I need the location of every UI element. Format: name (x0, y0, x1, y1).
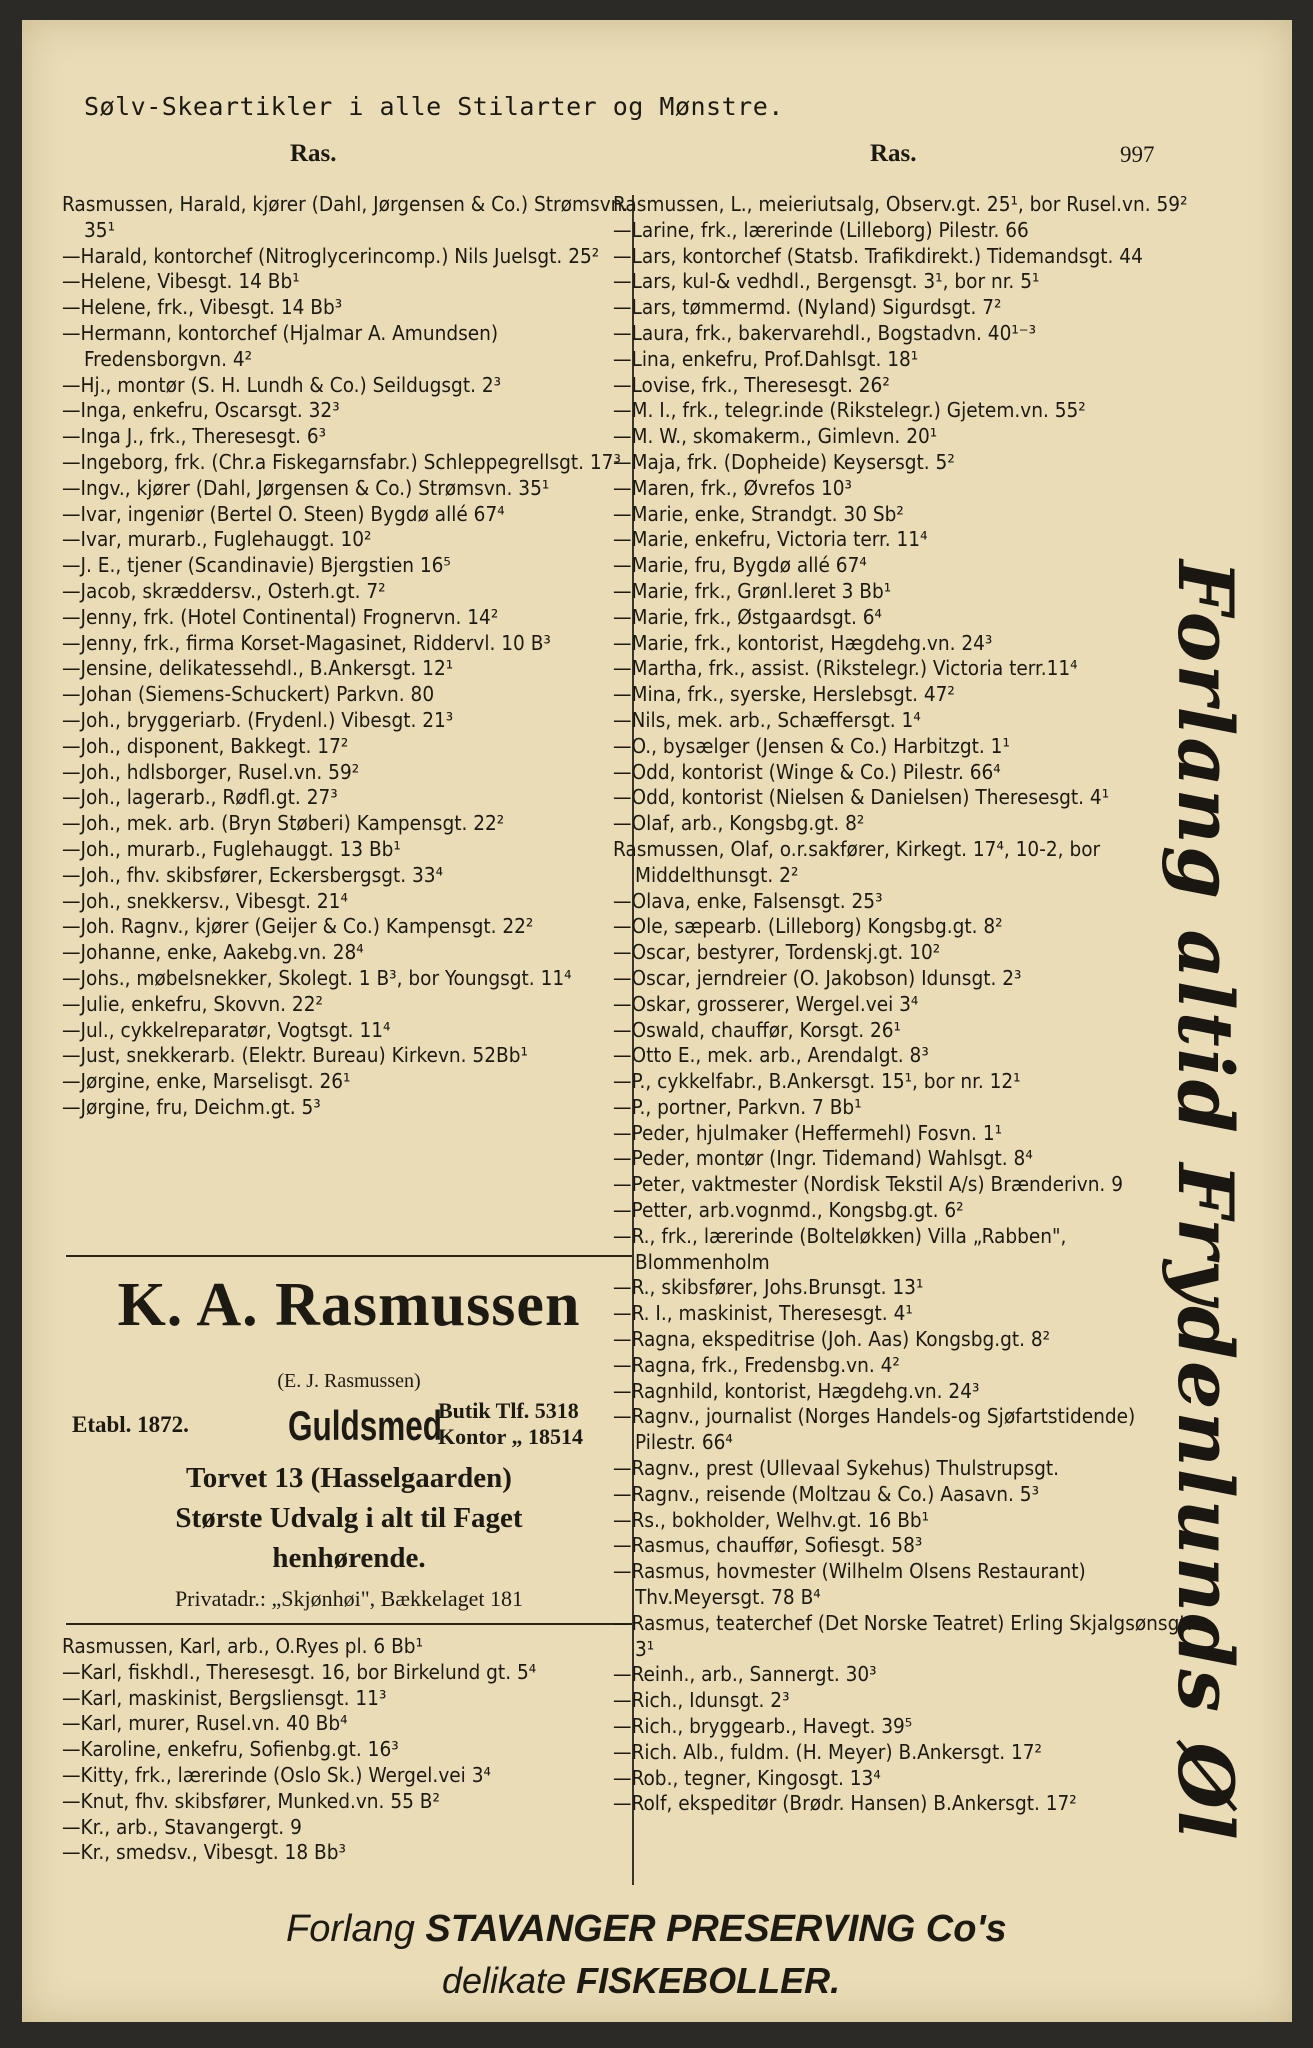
directory-entry: —Ragnv., journalist (Norges Handels-og Sjøfartstidende) Pilestr. 66⁴ (613, 1404, 1136, 1455)
directory-entry: —Nils, mek. arb., Schæffersgt. 1⁴ (613, 707, 921, 732)
directory-entry: —Kr., arb., Stavangergt. 9 (62, 1814, 302, 1839)
directory-entry: Rasmussen, L., meieriutsalg, Observ.gt. 25¹, bor Rusel.vn. 59² (613, 192, 1188, 216)
directory-entry: —M. W., skomakerm., Gimlevn. 20¹ (613, 424, 938, 449)
advert-private-address: Privatadr.: „Skjønhøi", Bækkelaget 181 (174, 1586, 524, 1611)
directory-entry: —Joh., fhv. skibsfører, Eckersbergsgt. 33⁴ (62, 862, 444, 887)
vertical-advert: Forlang altid Frydenlunds Øl (1161, 560, 1250, 1842)
directory-entry: —Laura, frk., bakervarehdl., Bogstadvn. 40¹⁻³ (613, 320, 1036, 345)
directory-entry: —Oscar, jerndreier (O. Jakobson) Idunsgt. 2³ (613, 965, 1022, 990)
advert-rule-top (66, 1255, 632, 1257)
directory-entry: —Joh., mek. arb. (Bryn Støberi) Kampensgt. 22² (62, 811, 505, 836)
advert-address: Torvet 13 (Hasselgaarden) (186, 1462, 512, 1494)
page-number: 997 (1120, 142, 1155, 167)
directory-entry: —Ragna, ekspeditrise (Joh. Aas) Kongsbg.gt. 8² (613, 1327, 1051, 1352)
directory-entry: —Hermann, kontorchef (Hjalmar A. Amundsen) Fredensborgvn. 4² (62, 320, 499, 371)
directory-entry: —Maren, frk., Øvrefos 10³ (613, 475, 852, 500)
directory-entry: —Karl, maskinist, Bergsliensgt. 11³ (62, 1685, 387, 1710)
directory-entry: —Karl, fiskhdl., Theresesgt. 16, bor Birkelund gt. 5⁴ (62, 1659, 537, 1684)
directory-entry: —Oscar, bestyrer, Tordenskj.gt. 10² (613, 940, 941, 965)
advert-slogan-line2: henhørende. (272, 1542, 426, 1574)
directory-entry: —R., frk., lærerinde (Bolteløkken) Villa „Rabben", Blommenholm (613, 1223, 1067, 1274)
directory-entry: —Rs., bokholder, Welhv.gt. 16 Bb¹ (613, 1507, 930, 1532)
directory-entry: —Marie, frk., Østgaardsgt. 6⁴ (613, 604, 882, 629)
directory-entry: —Ivar, ingeniør (Bertel O. Steen) Bygdø allé 67⁴ (62, 501, 505, 526)
right-column (613, 192, 1193, 1817)
directory-entry: —Joh., snekkersv., Vibesgt. 21⁴ (62, 888, 348, 913)
directory-entry: —Rasmus, teaterchef (Det Norske Teatret) Erling Skjalgsønsgt. 3¹ (613, 1610, 1193, 1661)
directory-entry: —Ivar, murarb., Fuglehauggt. 10² (62, 527, 372, 552)
directory-entry: —Helene, Vibesgt. 14 Bb¹ (62, 269, 300, 294)
footer-line2-prefix: delikate (442, 1960, 567, 2001)
directory-entry: —Martha, frk., assist. (Rikstelegr.) Victoria terr.11⁴ (613, 656, 1078, 681)
directory-entry: —Ingv., kjører (Dahl, Jørgensen & Co.) Strømsvn. 35¹ (62, 475, 550, 500)
directory-entry: —Peder, hjulmaker (Heffermehl) Fosvn. 1¹ (613, 1120, 1003, 1145)
left-bottom-column (62, 1634, 632, 1866)
directory-entry: —Rolf, ekspeditør (Brødr. Hansen) B.Ankersgt. 17² (613, 1791, 1077, 1816)
directory-entry: Rasmussen, Karl, arb., O.Ryes pl. 6 Bb¹ (62, 1634, 423, 1658)
directory-entry: —Joh. Ragnv., kjører (Geijer & Co.) Kampensgt. 22² (62, 914, 534, 939)
directory-entry: —Joh., bryggeriarb. (Frydenl.) Vibesgt. 21³ (62, 707, 454, 732)
directory-entry: —Odd, kontorist (Nielsen & Danielsen) Theresesgt. 4¹ (613, 785, 1110, 810)
directory-entry: —Ragnv., prest (Ullevaal Sykehus) Thulstrupsgt. (613, 1456, 1060, 1481)
advert-subtitle: (E. J. Rasmussen) (277, 1370, 421, 1392)
directory-entry: —Jensine, delikatessehdl., B.Ankersgt. 12¹ (62, 656, 454, 681)
directory-entry: —Lina, enkefru, Prof.Dahlsgt. 18¹ (613, 346, 919, 371)
advert-slogan-line1: Største Udvalg i alt til Faget (175, 1502, 523, 1534)
directory-entry: Rasmussen, Olaf, o.r.sakfører, Kirkegt. 17⁴, 10-2, bor Middelthunsgt. 2² (613, 836, 1101, 887)
directory-entry: —Marie, frk., kontorist, Hægdehg.vn. 24³ (613, 630, 993, 655)
directory-entry: —Peder, montør (Ingr. Tidemand) Wahlsgt. 8⁴ (613, 1146, 1033, 1171)
directory-entry: —Joh., lagerarb., Rødfl.gt. 27³ (62, 785, 338, 810)
directory-entry: —J. E., tjener (Scandinavie) Bjergstien 16⁵ (62, 553, 451, 578)
directory-entry: —Rich., bryggearb., Havegt. 39⁵ (613, 1714, 913, 1739)
directory-entry: —Lars, kul-& vedhdl., Bergensgt. 3¹, bor nr. 5¹ (613, 269, 1040, 294)
directory-entry: —Joh., disponent, Bakkegt. 17² (62, 733, 349, 758)
directory-entry: —Inga J., frk., Theresesgt. 6³ (62, 424, 327, 449)
directory-entry: —Kitty, frk., lærerinde (Oslo Sk.) Wergel.vei 3⁴ (62, 1762, 491, 1787)
directory-entry: —Petter, arb.vognmd., Kongsbg.gt. 6² (613, 1198, 964, 1223)
advert-phone-kontor: Kontor „ 18514 (438, 1424, 584, 1449)
right-column-keyword: Ras. (870, 140, 917, 167)
directory-entry: —Mina, frk., syerske, Herslebsgt. 47² (613, 682, 955, 707)
directory-entry: —Marie, enke, Strandgt. 30 Sb² (613, 501, 904, 526)
directory-entry: Rasmussen, Harald, kjører (Dahl, Jørgensen & Co.) Strømsvn. 35¹ (62, 192, 629, 242)
directory-entry: —Jacob, skræddersv., Osterh.gt. 7² (62, 578, 386, 603)
directory-entry: —Marie, enkefru, Victoria terr. 11⁴ (613, 527, 928, 552)
directory-entry: —Ragnv., reisende (Moltzau & Co.) Aasavn. 5³ (613, 1481, 1039, 1506)
directory-entry: —Hj., montør (S. H. Lundh & Co.) Seildugsgt. 2³ (62, 372, 502, 397)
advert-phones (438, 1398, 583, 1450)
directory-entry: —Otto E., mek. arb., Arendalgt. 8³ (613, 1043, 929, 1068)
advert-rule-bottom (66, 1623, 632, 1625)
directory-entry: —Ole, sæpearb. (Lilleborg) Kongsbg.gt. 8² (613, 914, 1003, 939)
directory-entry: —Jenny, frk. (Hotel Continental) Frognervn. 14² (62, 604, 499, 629)
directory-entry: —Reinh., arb., Sannergt. 30³ (613, 1662, 877, 1687)
footer-line1 (286, 1908, 1007, 1951)
directory-entry: —Lars, kontorchef (Statsb. Trafikdirekt.) Tidemandsgt. 44 (613, 243, 1143, 268)
directory-entry: —Oswald, chauffør, Korsgt. 26¹ (613, 1017, 901, 1042)
advert-phone-butik: Butik Tlf. 5318 (438, 1398, 579, 1423)
directory-entry: —Ragnhild, kontorist, Hægdehg.vn. 24³ (613, 1378, 980, 1403)
directory-entry: —Just, snekkerarb. (Elektr. Bureau) Kirkevn. 52Bb¹ (62, 1043, 528, 1068)
advert-name: K. A. Rasmussen (117, 1271, 581, 1339)
directory-entry: —Harald, kontorchef (Nitroglycerincomp.) Nils Juelsgt. 25² (62, 243, 600, 268)
directory-entry: —Lovise, frk., Theresesgt. 26² (613, 372, 890, 397)
directory-entry: —Kr., smedsv., Vibesgt. 18 Bb³ (62, 1840, 346, 1865)
footer-line1-prefix: Forlang (286, 1908, 415, 1950)
directory-entry: —R., skibsfører, Johs.Brunsgt. 13¹ (613, 1275, 924, 1300)
directory-entry: —Marie, frk., Grønl.leret 3 Bb¹ (613, 578, 892, 603)
directory-entry: —Karoline, enkefru, Sofienbg.gt. 16³ (62, 1737, 399, 1762)
directory-entry: —Olava, enke, Falsensgt. 25³ (613, 888, 883, 913)
footer-line2-brand: FISKEBOLLER. (576, 1960, 841, 2001)
directory-entry: —Johan (Siemens-Schuckert) Parkvn. 80 (62, 682, 435, 707)
top-slogan: Sølv-Skeartikler i alle Stilarter og Mønstre. (84, 92, 784, 121)
directory-entry: —Joh., murarb., Fuglehauggt. 13 Bb¹ (62, 836, 401, 861)
directory-entry: —Julie, enkefru, Skovvn. 22² (62, 991, 323, 1016)
left-top-column (62, 192, 632, 1121)
advert-established: Etabl. 1872. (72, 1412, 189, 1437)
directory-entry: —Jørgine, enke, Marselisgt. 26¹ (62, 1069, 351, 1094)
directory-entry: —Joh., hdlsborger, Rusel.vn. 59² (62, 759, 360, 784)
advert-trade: Guldsmed (288, 1402, 443, 1449)
footer-line1-brand: STAVANGER PRESERVING Co's (425, 1908, 1007, 1950)
directory-entry: —Marie, fru, Bygdø allé 67⁴ (613, 553, 867, 578)
directory-entry: —P., portner, Parkvn. 7 Bb¹ (613, 1094, 862, 1119)
directory-entry: —Peter, vaktmester (Nordisk Tekstil A/s) Brænderivn. 9 (613, 1172, 1123, 1197)
left-column-keyword: Ras. (290, 140, 337, 167)
directory-entry: —P., cykkelfabr., B.Ankersgt. 15¹, bor nr. 12¹ (613, 1069, 1021, 1094)
directory-entry: —Rich., Idunsgt. 2³ (613, 1688, 790, 1713)
directory-entry: —O., bysælger (Jensen & Co.) Harbitzgt. 1¹ (613, 733, 1010, 758)
directory-entry: —M. I., frk., telegr.inde (Rikstelegr.) Gjetem.vn. 55² (613, 398, 1086, 423)
directory-entry: —Olaf, arb., Kongsbg.gt. 8² (613, 811, 865, 836)
directory-entry: —Jenny, frk., firma Korset-Magasinet, Riddervl. 10 B³ (62, 630, 551, 655)
directory-entry: —R. I., maskinist, Theresesgt. 4¹ (613, 1301, 913, 1326)
directory-entry: —Inga, enkefru, Oscarsgt. 32³ (62, 398, 340, 423)
directory-entry: —Ingeborg, frk. (Chr.a Fiskegarnsfabr.) Schleppegrellsgt. 17³ (62, 449, 621, 474)
directory-entry: —Lars, tømmermd. (Nyland) Sigurdsgt. 7² (613, 295, 1002, 320)
directory-entry: —Helene, frk., Vibesgt. 14 Bb³ (62, 295, 343, 320)
directory-entry: —Johs., møbelsnekker, Skolegt. 1 B³, bor Youngsgt. 11⁴ (62, 965, 572, 990)
directory-entry: —Rasmus, chauffør, Sofiesgt. 58³ (613, 1533, 923, 1558)
directory-entry: —Karl, murer, Rusel.vn. 40 Bb⁴ (62, 1711, 348, 1736)
advert-k-a-rasmussen (66, 1262, 632, 1622)
directory-entry: —Rich. Alb., fuldm. (H. Meyer) B.Ankersgt. 17² (613, 1739, 1042, 1764)
footer-line2 (442, 1960, 840, 2002)
directory-entry: —Rasmus, hovmester (Wilhelm Olsens Restaurant) Thv.Meyersgt. 78 B⁴ (613, 1559, 1086, 1610)
directory-entry: —Jul., cykkelreparatør, Vogtsgt. 11⁴ (62, 1017, 391, 1042)
directory-entry: —Jørgine, fru, Deichm.gt. 5³ (62, 1094, 321, 1119)
directory-entry: —Maja, frk. (Dopheide) Keysersgt. 5² (613, 449, 955, 474)
directory-entry: —Rob., tegner, Kingosgt. 13⁴ (613, 1765, 881, 1790)
directory-entry: —Johanne, enke, Aakebg.vn. 28⁴ (62, 940, 364, 965)
directory-entry: —Oskar, grosserer, Wergel.vei 3⁴ (613, 991, 919, 1016)
directory-entry: —Odd, kontorist (Winge & Co.) Pilestr. 66⁴ (613, 759, 1001, 784)
directory-entry: —Knut, fhv. skibsfører, Munked.vn. 55 B² (62, 1788, 440, 1813)
directory-entry: —Ragna, frk., Fredensbg.vn. 4² (613, 1352, 900, 1377)
directory-entry: —Larine, frk., lærerinde (Lilleborg) Pilestr. 66 (613, 217, 1029, 242)
